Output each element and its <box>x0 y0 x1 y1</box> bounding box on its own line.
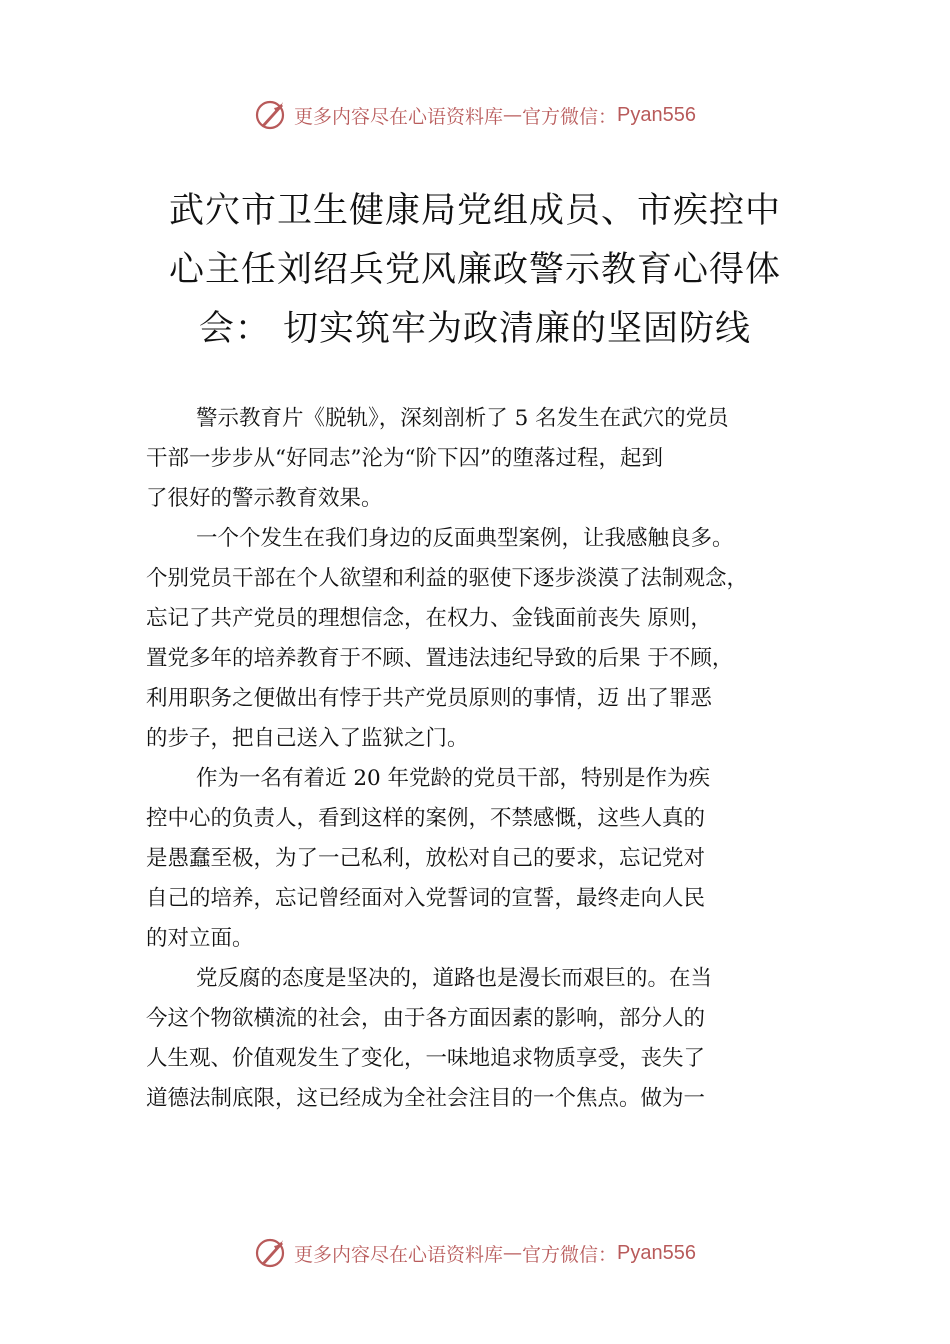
watermark-main-text: 更多内容尽在心语资料库 <box>294 1243 504 1266</box>
title-line: 会： 切实筑牢为政清廉的坚固防线 <box>198 309 752 349</box>
document-body <box>146 399 748 1119</box>
paragraph-line: 人生观、价值观发生了变化，一味地追求物质享受，丧失了 <box>146 1046 706 1071</box>
watermark-wechat-id: Pyan556 <box>617 1241 696 1264</box>
paragraph-line: 道德法制底限，这已经成为全社会注目的一个焦点。做为一 <box>146 1086 706 1111</box>
paragraph <box>146 519 748 759</box>
watermark-wechat-id: Pyan556 <box>617 103 696 126</box>
document-title <box>0 182 950 359</box>
header-watermark <box>0 95 950 135</box>
watermark-label: 官方微信： <box>522 105 618 128</box>
paragraph-line: 个别党员干部在个人欲望和利益的驱使下逐步淡漠了法制观念， <box>146 566 749 591</box>
paragraph-line: 的对立面。 <box>146 926 254 951</box>
paragraph-line: 置党多年的培养教育于不顾、置违法违纪导致的后果 于不顾， <box>146 646 734 671</box>
paragraph-line: 是愚蠢至极，为了一己私利，放松对自己的要求，忘记党对 <box>146 846 706 871</box>
paragraph-line: 了很好的警示教育效果。 <box>146 486 383 511</box>
paragraph-line: 自己的培养，忘记曾经面对入党誓词的宣誓，最终走向人民 <box>146 886 706 911</box>
watermark-main-text: 更多内容尽在心语资料库 <box>294 105 504 128</box>
paragraph-line: 一个个发生在我们身边的反面典型案例，让我感触良多。 <box>196 526 734 551</box>
watermark-dash: — <box>503 104 523 126</box>
paragraph <box>146 759 748 959</box>
paragraph-line: 党反腐的态度是坚决的，道路也是漫长而艰巨的。在当 <box>196 966 713 991</box>
quill-icon <box>254 1236 288 1270</box>
paragraph-line: 利用职务之便做出有悖于共产党员原则的事情，迈 出了罪恶 <box>146 686 712 711</box>
paragraph-line: 作为一名有着近 20 年党龄的党员干部，特别是作为疾 <box>196 766 711 791</box>
title-line: 武穴市卫生健康局党组成员、市疾控中 <box>168 191 781 231</box>
paragraph-line: 警示教育片《脱轨》，深刻剖析了 5 名发生在武穴的党员 <box>196 406 729 431</box>
paragraph-line: 忘记了共产党员的理想信念，在权力、金钱面前丧失 原则， <box>146 606 712 631</box>
paragraph <box>146 959 748 1119</box>
quill-icon <box>254 98 288 132</box>
paragraph-line: 今这个物欲横流的社会，由于各方面因素的影响，部分人的 <box>146 1006 706 1031</box>
title-line: 心主任刘绍兵党风廉政警示教育心得体 <box>168 250 781 290</box>
watermark-label: 官方微信： <box>522 1243 618 1266</box>
watermark-dash: — <box>503 1242 523 1264</box>
paragraph <box>146 399 748 519</box>
paragraph-line: 控中心的负责人，看到这样的案例，不禁感慨，这些人真的 <box>146 806 706 831</box>
footer-watermark <box>0 1233 950 1273</box>
paragraph-line: 的步子，把自己送入了监狱之门。 <box>146 726 469 751</box>
paragraph-line: 干部一步步从“好同志”沦为“阶下囚”的堕落过程，起到 <box>146 446 663 471</box>
